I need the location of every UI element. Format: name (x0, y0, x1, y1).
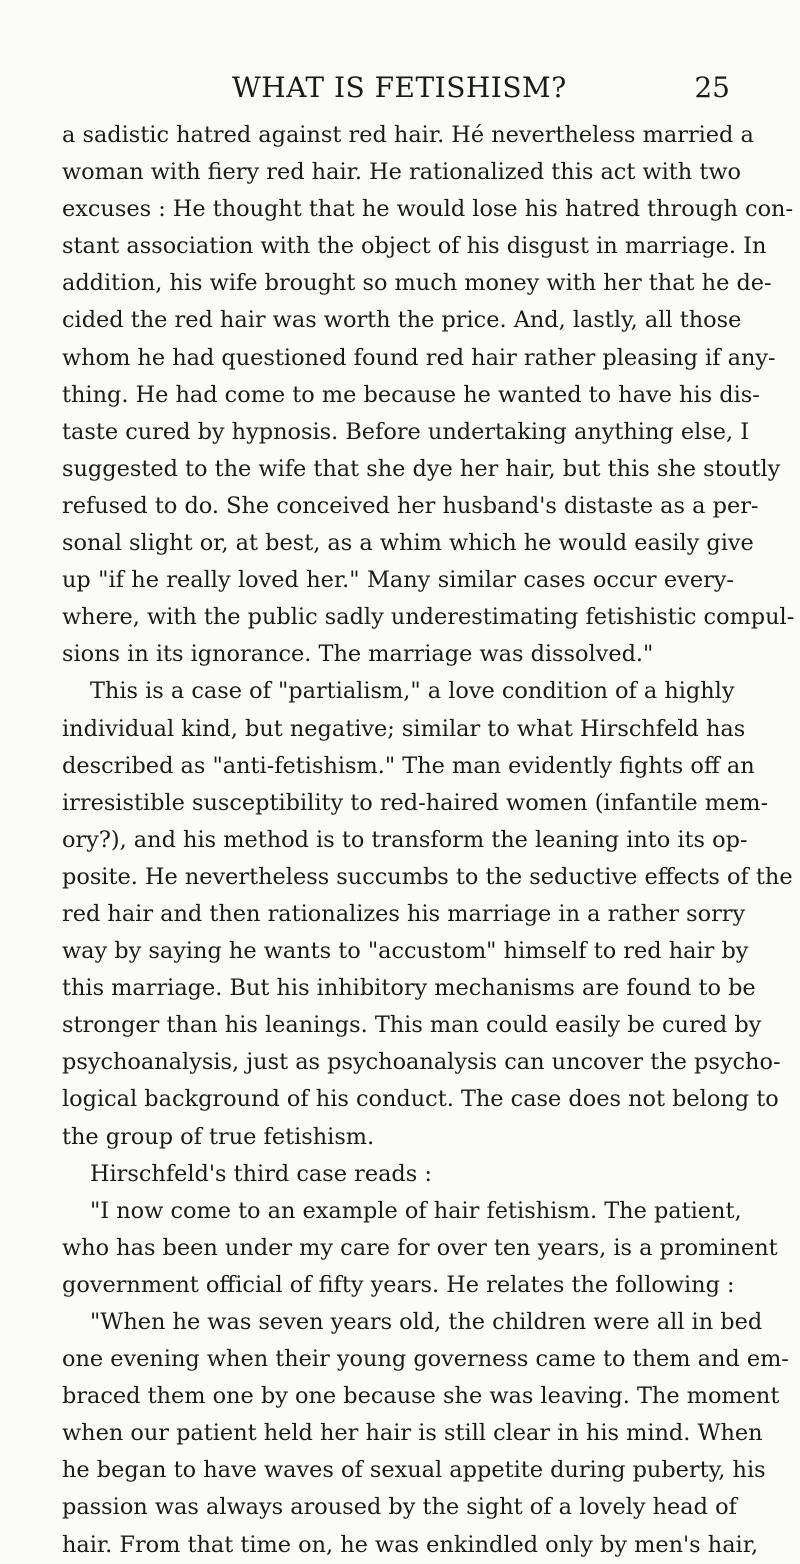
running-head (62, 68, 730, 108)
text-line: way by saying he wants to "accustom" himself to red hair by (62, 938, 749, 965)
text-line: suggested to the wife that she dye her hair, but this she stoutly (62, 455, 781, 482)
text-line: the group of true fetishism. (62, 1123, 375, 1150)
body-text (62, 117, 795, 1564)
text-line: irresistible susceptibility to red-haired women (infantile mem- (62, 789, 769, 816)
text-line: this marriage. But his inhibitory mechanisms are found to be (62, 975, 756, 1002)
text-line: stronger than his leanings. This man could easily be cured by (62, 1012, 762, 1039)
text-line: addition, his wife brought so much money with her that he de- (62, 270, 772, 297)
text-line: sions in its ignorance. The marriage was dissolved." (62, 641, 654, 668)
page-number: 25 (694, 71, 730, 104)
text-line: thing. He had come to me because he wanted to have his dis- (62, 381, 760, 408)
text-line: one evening when their young governess came to them and em- (62, 1346, 789, 1373)
text-line: Hirschfeld's third case reads : (90, 1160, 432, 1187)
text-line: stant association with the object of his disgust in marriage. In (62, 233, 767, 260)
text-line: he began to have waves of sexual appetite during puberty, his (62, 1457, 766, 1484)
text-line: when our patient held her hair is still clear in his mind. When (62, 1420, 763, 1447)
text-line: excuses : He thought that he would lose his hatred through con- (62, 196, 794, 223)
text-line: red hair and then rationalizes his marriage in a rather sorry (62, 900, 746, 927)
text-line: sonal slight or, at best, as a whim which he would easily give (62, 530, 754, 557)
text-line: "When he was seven years old, the children were all in bed (90, 1309, 763, 1335)
text-line: whom he had questioned found red hair rather pleasing if any- (62, 344, 776, 371)
text-line: described as "anti-fetishism." The man evidently fights off an (62, 752, 755, 779)
text-line: where, with the public sadly underestimating fetishistic compul- (62, 604, 795, 631)
text-line: hair. From that time on, he was enkindled only by men's hair, (62, 1531, 759, 1558)
text-line: individual kind, but negative; similar to what Hirschfeld has (62, 715, 746, 742)
text-line: government official of fifty years. He relates the following : (62, 1271, 735, 1298)
text-line: logical background of his conduct. The case does not belong to (62, 1086, 779, 1113)
text-line: braced them one by one because she was leaving. The moment (62, 1383, 780, 1410)
text-line: cided the red hair was worth the price. And, lastly, all those (62, 307, 742, 334)
running-title: WHAT IS FETISHISM? (232, 71, 567, 104)
text-line: a sadistic hatred against red hair. Hé nevertheless married a (62, 122, 754, 148)
text-line: "I now come to an example of hair fetishism. The patient, (90, 1197, 742, 1224)
text-line: woman with fiery red hair. He rationalized this act with two (62, 159, 741, 186)
text-line: ory?), and his method is to transform the leaning into its op- (62, 826, 748, 853)
text-line: taste cured by hypnosis. Before undertaking anything else, I (62, 418, 750, 445)
text-line: refused to do. She conceived her husband's distaste as a per- (62, 492, 759, 519)
text-line: This is a case of "partialism," a love condition of a highly (90, 678, 735, 705)
text-line: passion was always aroused by the sight of a lovely head of (62, 1494, 737, 1521)
text-line: up "if he really loved her." Many similar cases occur every- (62, 567, 734, 594)
text-line: psychoanalysis, just as psychoanalysis can uncover the psycho- (62, 1049, 781, 1076)
text-line: who has been under my care for over ten years, is a prominent (62, 1234, 778, 1261)
text-line: posite. He nevertheless succumbs to the seductive effects of the (62, 863, 793, 890)
